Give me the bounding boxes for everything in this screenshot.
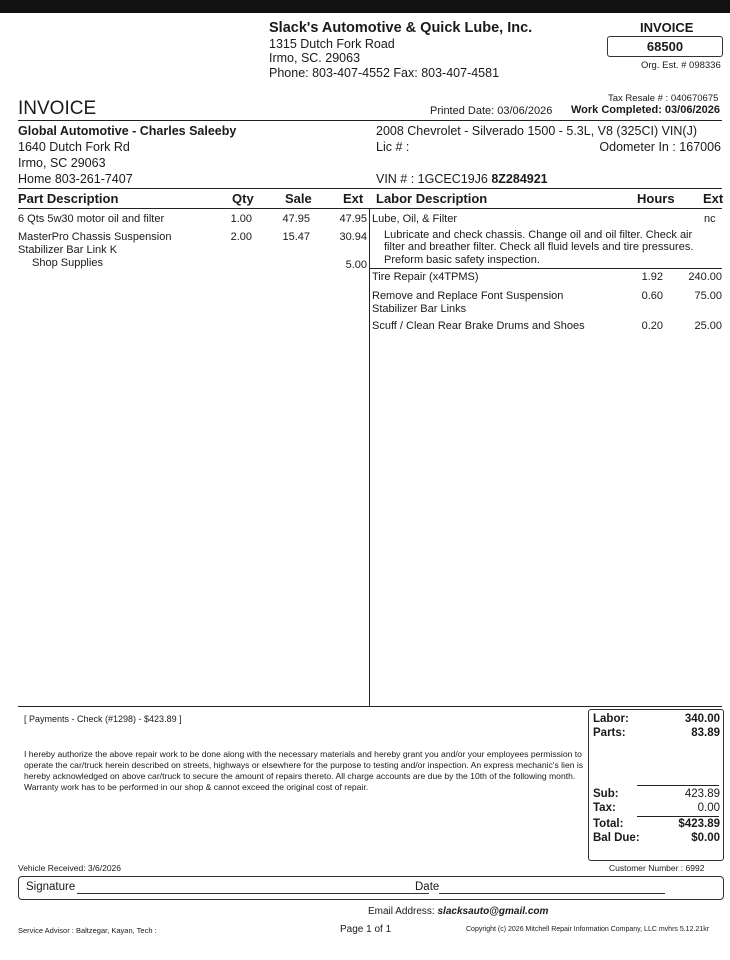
column-divider — [369, 208, 370, 706]
shop-name: Slack's Automotive & Quick Lube, Inc. — [269, 20, 533, 36]
total-amount: $423.89 — [678, 818, 720, 830]
labor-ext-header: Ext — [703, 191, 724, 206]
shop-address-line2: Irmo, SC. 29063 — [269, 51, 361, 65]
subtotal-rule — [637, 785, 719, 786]
part-row-1-sale: 47.95 — [282, 213, 310, 225]
tax-amount: 0.00 — [697, 802, 720, 814]
totals-box — [588, 709, 724, 861]
labor-row-2-description-cont: Stabilizer Bar Links — [372, 303, 467, 315]
signature-line[interactable] — [77, 893, 429, 894]
work-completed-date: Work Completed: 03/06/2026 — [571, 104, 720, 116]
printed-date: Printed Date: 03/06/2026 — [430, 105, 553, 117]
part-row-2-sale: 15.47 — [282, 231, 310, 243]
invoice-number: 68500 — [607, 36, 723, 57]
divider — [18, 706, 722, 707]
org-estimate-number: Org. Est. # 098336 — [641, 60, 721, 71]
part-row-1-ext: 47.95 — [339, 213, 367, 225]
total-label: Total: — [593, 818, 624, 830]
authorization-text: I hereby authorize the above repair work to be done along with the necessary materials and hereby grant you and/or your employees permission to operate the car/truck herein described on streets, highways or elsewhere for the purpose to testing and/or inspection. An express mechanic's lien is hereby acknowledged on above car/truck to secure the amount of repairs thereto. All charge accounts are due by the 10th of the following month. Warranty work has to be performed in our shop & cannot exceed the original cost of repair. — [24, 749, 584, 792]
labor-row-1-hours: 1.92 — [641, 271, 663, 283]
customer-address-line2: Irmo, SC 29063 — [18, 156, 106, 170]
labor-row-2-hours: 0.60 — [641, 290, 663, 302]
balance-due-label: Bal Due: — [593, 832, 640, 844]
labor-lof-ext: nc — [704, 213, 716, 225]
payments-line: [ Payments - Check (#1298) - $423.89 ] — [24, 714, 182, 724]
customer-name: Global Automotive - Charles Saleeby — [18, 124, 237, 138]
odometer-in: Odometer In : 167006 — [599, 140, 721, 154]
balance-due: $0.00 — [691, 832, 720, 844]
shop-phone-fax: Phone: 803-407-4552 Fax: 803-407-4581 — [269, 66, 500, 80]
labor-row-1-ext: 240.00 — [688, 271, 722, 283]
qty-header: Qty — [232, 191, 254, 206]
invoice-label: INVOICE — [640, 20, 694, 35]
date-label: Date — [415, 881, 440, 893]
date-line[interactable] — [439, 893, 665, 894]
part-row-2-description-cont: Stabilizer Bar Link K — [18, 244, 118, 256]
parts-ext-header: Ext — [343, 191, 364, 206]
divider — [18, 208, 722, 209]
divider — [18, 120, 722, 121]
labor-total-label: Labor: — [593, 713, 629, 725]
part-row-2-qty: 2.00 — [230, 231, 252, 243]
page-title: INVOICE — [18, 98, 97, 119]
copyright-notice: Copyright (c) 2026 Mitchell Repair Information Company, LLC mvhrs 5.12.21kr — [466, 926, 710, 933]
part-row-1-qty: 1.00 — [230, 213, 252, 225]
labor-row-3-ext: 25.00 — [694, 320, 722, 332]
labor-row-divider — [370, 268, 722, 269]
labor-row-3-hours: 0.20 — [641, 320, 663, 332]
customer-phone: Home 803-261-7407 — [18, 172, 133, 186]
customer-address-line1: 1640 Dutch Fork Rd — [18, 140, 130, 154]
tax-resale-number: Tax Resale # : 040670675 — [608, 93, 719, 104]
part-row-1-description: 6 Qts 5w30 motor oil and filter — [18, 213, 165, 225]
signature-label: Signature — [26, 881, 76, 893]
sale-header: Sale — [285, 191, 312, 206]
subtotal: 423.89 — [684, 788, 720, 800]
labor-lof-title: Lube, Oil, & Filter — [372, 213, 457, 225]
customer-number: Customer Number : 6992 — [609, 863, 705, 873]
vehicle-description: 2008 Chevrolet - Silverado 1500 - 5.3L, V8 (325CI) VIN(J) — [376, 124, 697, 138]
email-row — [368, 906, 548, 917]
labor-total: 340.00 — [684, 713, 720, 725]
email-label: Email Address: — [368, 906, 435, 917]
page-number: Page 1 of 1 — [340, 924, 392, 935]
vehicle-received-date: Vehicle Received: 3/6/2026 — [18, 863, 122, 873]
scan-top-edge — [0, 0, 730, 13]
labor-row-3-description: Scuff / Clean Rear Brake Drums and Shoes — [372, 320, 585, 332]
part-row-2-description: MasterPro Chassis Suspension — [18, 231, 172, 243]
email-address: slacksauto@gmail.com — [437, 906, 549, 917]
vin-suffix: 8Z284921 — [491, 172, 548, 186]
vin-number — [376, 172, 548, 186]
license-number: Lic # : — [376, 140, 410, 154]
labor-lof-line-2: filter and breather filter. Check all fluid levels and tire pressures. — [384, 241, 694, 253]
shop-supplies-ext: 5.00 — [345, 259, 367, 271]
labor-row-2-ext: 75.00 — [694, 290, 722, 302]
labor-description-header: Labor Description — [376, 191, 488, 206]
divider — [18, 188, 722, 189]
vin-prefix: VIN # : 1GCEC19J6 — [376, 172, 492, 186]
parts-total: 83.89 — [691, 727, 720, 739]
shop-supplies-label: Shop Supplies — [32, 257, 103, 269]
labor-lof-line-3: Preform basic safety inspection. — [384, 254, 540, 266]
signature-box — [18, 876, 724, 900]
part-description-header: Part Description — [18, 191, 119, 206]
total-rule — [637, 816, 719, 817]
labor-row-1-description: Tire Repair (x4TPMS) — [372, 271, 479, 283]
labor-row-2-description: Remove and Replace Font Suspension — [372, 290, 564, 302]
shop-address-line1: 1315 Dutch Fork Road — [269, 37, 395, 51]
subtotal-label: Sub: — [593, 788, 619, 800]
service-advisor: Service Advisor : Baltzegar, Kayan, Tech : — [18, 926, 157, 935]
labor-lof-line-1: Lubricate and check chassis. Change oil and oil filter. Check air — [384, 229, 693, 241]
hours-header: Hours — [637, 191, 675, 206]
tax-label: Tax: — [593, 802, 616, 814]
part-row-2-ext: 30.94 — [339, 231, 367, 243]
parts-total-label: Parts: — [593, 727, 626, 739]
